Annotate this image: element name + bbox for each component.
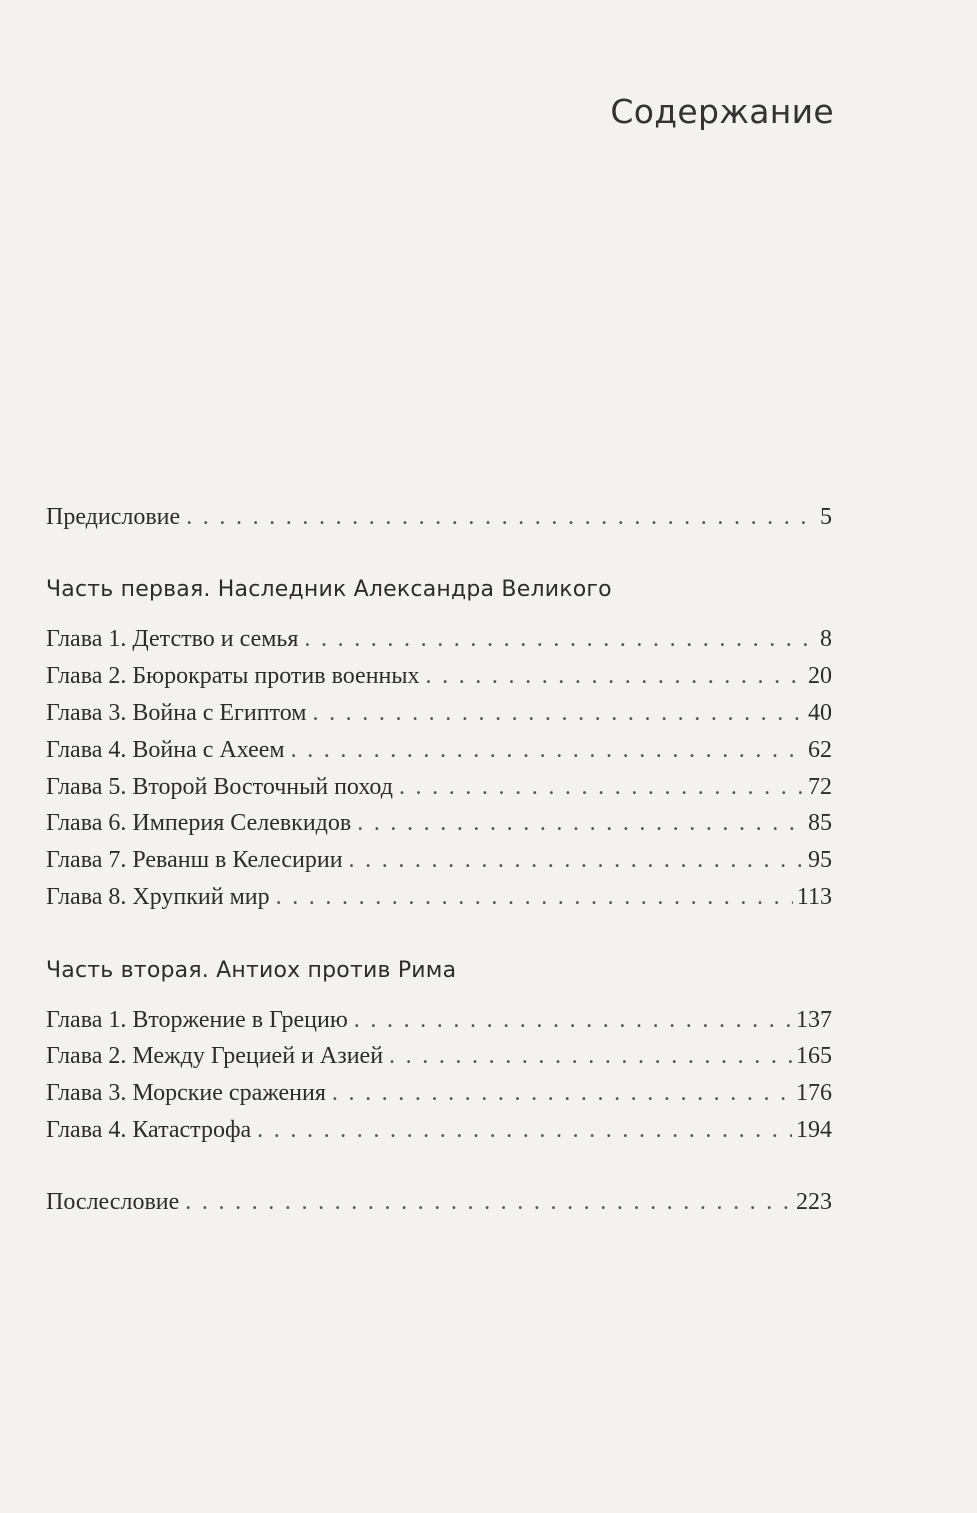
dot-leader xyxy=(349,847,804,874)
toc-page-number: 194 xyxy=(796,1117,832,1143)
toc-entry-part2-chapter1[interactable] xyxy=(46,1007,832,1043)
part-two-heading: Часть вторая. Антиох против Рима xyxy=(46,958,457,983)
toc-entry-label: Глава 4. Катастрофа xyxy=(46,1117,252,1143)
toc-entry-label: Глава 3. Война с Египтом xyxy=(46,700,307,726)
dot-leader xyxy=(304,626,816,653)
toc-entry-part2-chapter3[interactable] xyxy=(46,1080,832,1116)
toc-entry-label: Глава 1. Вторжение в Грецию xyxy=(46,1007,348,1033)
dot-leader xyxy=(312,700,804,727)
part-one-heading: Часть первая. Наследник Александра Великого xyxy=(46,577,612,602)
dot-leader xyxy=(332,1080,792,1107)
toc-entry-label: Глава 7. Реванш в Келесирии xyxy=(46,847,343,873)
toc-entry-part1-chapter4[interactable] xyxy=(46,737,832,773)
toc-entry-part2-chapter2[interactable] xyxy=(46,1043,832,1079)
toc-entry-label: Глава 6. Империя Селевкидов xyxy=(46,810,352,836)
toc-page-number: 20 xyxy=(808,663,832,689)
toc-page-number: 72 xyxy=(808,774,832,800)
toc-page-number: 62 xyxy=(808,737,832,763)
toc-page-number: 85 xyxy=(808,810,832,836)
toc-page-number: 137 xyxy=(796,1007,832,1033)
toc-entry-label: Глава 8. Хрупкий мир xyxy=(46,884,270,910)
toc-entry-label: Глава 2. Между Грецией и Азией xyxy=(46,1043,384,1069)
dot-leader xyxy=(426,663,805,690)
toc-entry-label: Глава 2. Бюрократы против военных xyxy=(46,663,420,689)
dot-leader xyxy=(185,1189,792,1216)
toc-entry-label: Глава 1. Детство и семья xyxy=(46,626,299,652)
toc-entry-part1-chapter1[interactable] xyxy=(46,626,832,662)
toc-entry-part1-chapter3[interactable] xyxy=(46,700,832,736)
dot-leader xyxy=(276,884,793,911)
toc-entry-label: Глава 3. Морские сражения xyxy=(46,1080,326,1106)
toc-page-number: 176 xyxy=(796,1080,832,1106)
toc-entry-part2-chapter4[interactable] xyxy=(46,1117,832,1153)
toc-entry-part1-chapter6[interactable] xyxy=(46,810,832,846)
toc-page-number: 40 xyxy=(808,700,832,726)
toc-entry-label: Предисловие xyxy=(46,504,181,530)
toc-entry-preface[interactable] xyxy=(46,504,832,540)
toc-entry-part1-chapter5[interactable] xyxy=(46,774,832,810)
toc-entry-part1-chapter2[interactable] xyxy=(46,663,832,699)
toc-entry-label: Глава 4. Война с Ахеем xyxy=(46,737,285,763)
toc-page-number: 95 xyxy=(808,847,832,873)
toc-page-number: 8 xyxy=(820,626,832,652)
dot-leader xyxy=(389,1043,792,1070)
toc-entry-label: Послесловие xyxy=(46,1189,180,1215)
toc-entry-afterword[interactable] xyxy=(46,1189,832,1225)
dot-leader xyxy=(291,737,804,764)
toc-page-number: 165 xyxy=(796,1043,832,1069)
dot-leader xyxy=(354,1007,792,1034)
dot-leader xyxy=(257,1117,792,1144)
dot-leader xyxy=(186,504,816,531)
toc-entry-part1-chapter7[interactable] xyxy=(46,847,832,883)
toc-entry-label: Глава 5. Второй Восточный поход xyxy=(46,774,393,800)
toc-page-number: 5 xyxy=(820,504,832,530)
page-title: Содержание xyxy=(610,92,834,131)
toc-page-number: 113 xyxy=(796,884,832,910)
dot-leader xyxy=(357,810,804,837)
toc-page-number: 223 xyxy=(796,1189,832,1215)
dot-leader xyxy=(399,774,804,801)
toc-entry-part1-chapter8[interactable] xyxy=(46,884,832,920)
